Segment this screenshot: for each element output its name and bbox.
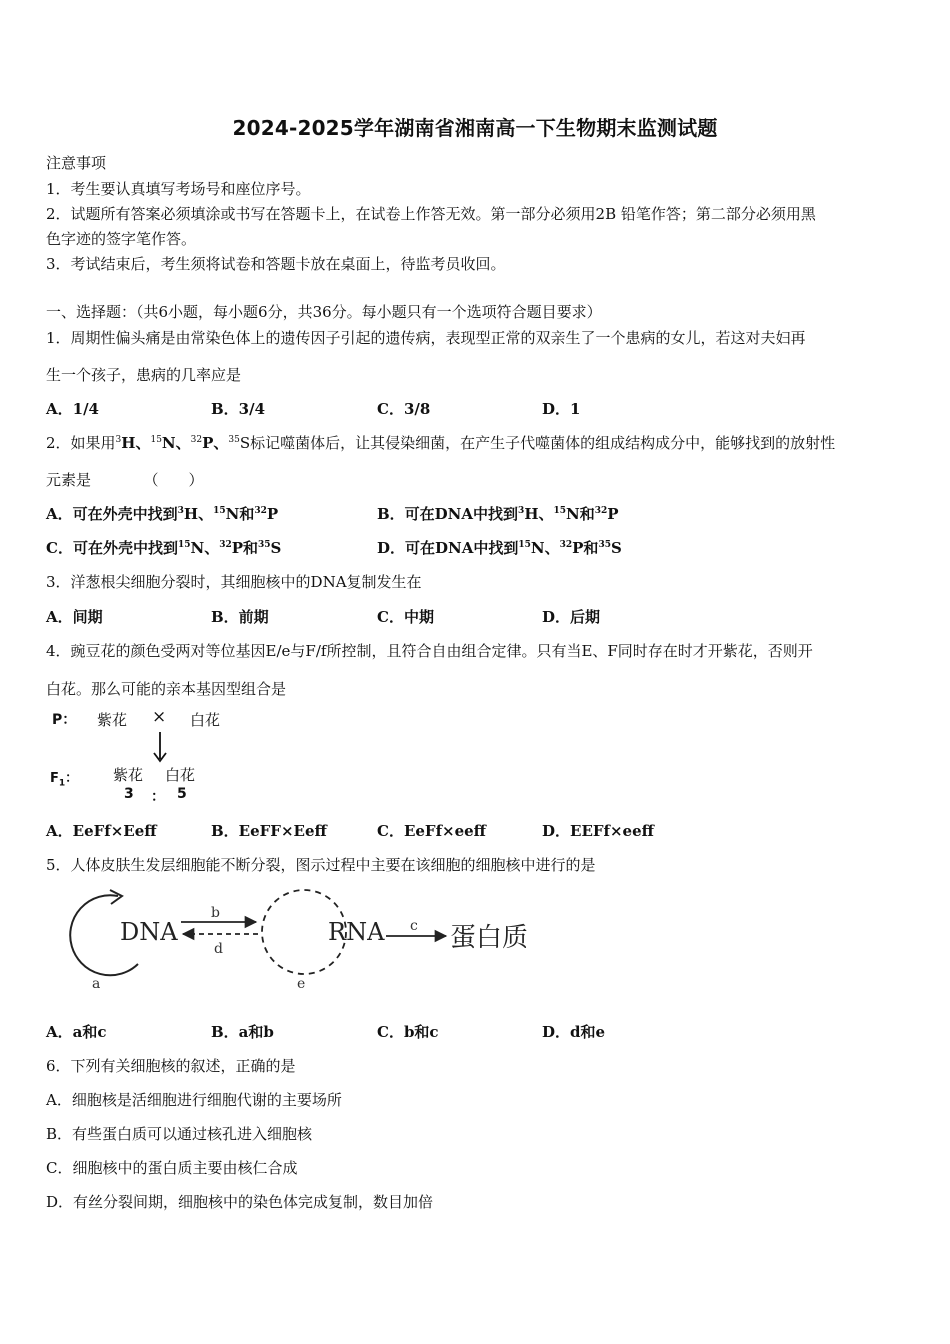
q1-option-a: A．1/4 [46,400,99,418]
q4-option-b: B．EeFF×Eeff [211,822,327,840]
cross-ratio-colon: ： [151,789,165,805]
q3-option-c: C．中期 [377,608,434,626]
q6-option-a: A．细胞核是活细胞进行细胞代谢的主要场所 [46,1091,342,1109]
q1-option-d: D．1 [542,400,581,418]
q3-stem: 3．洋葱根尖细胞分裂时，其细胞核中的DNA复制发生在 [46,573,422,591]
q3-option-b: B．前期 [211,608,269,626]
q6-option-d: D．有丝分裂间期，细胞核中的染色体完成复制，数目加倍 [46,1193,434,1211]
cross-times-symbol: × [152,707,167,727]
protein-label: 蛋白质 [450,923,529,953]
q5-option-a: A．a和c [46,1023,107,1041]
label-b: b [211,905,220,921]
cross-parent-white: 白花 [190,711,221,729]
cross-ratio-purple: 3 [124,786,134,802]
q1-option-b: B．3/4 [211,400,266,418]
q2-stem-line2: 元素是 （ ） [46,471,204,489]
q4-option-d: D．EEFf×eeff [542,822,654,840]
dna-label: DNA [120,918,178,946]
label-e: e [297,976,306,992]
q4-stem-line1: 4．豌豆花的颜色受两对等位基因E/e与F/f所控制，且符合自由组合定律。只有当E、F同时存在时才开紫花，否则开 [46,642,813,660]
label-c: c [410,918,418,934]
cross-parent-purple: 紫花 [97,711,128,729]
q5-stem: 5．人体皮肤生发层细胞能不断分裂，图示过程中主要在该细胞的细胞核中进行的是 [46,856,596,874]
q1-stem-line1: 1．周期性偏头痛是由常染色体上的遗传因子引起的遗传病，表现型正常的双亲生了一个患病的女儿，若这对夫妇再 [46,329,806,347]
q4-stem-line2: 白花。那么可能的亲本基因型组合是 [46,680,287,698]
q4-option-a: A．EeFf×Eeff [46,822,157,840]
cross-f1-label: $F_1$： [50,771,79,789]
q2-option-b: B．可在DNA中找到$^3$H、$^{15}$N和$^{32}$P [377,505,619,523]
q5-option-b: B．a和b [211,1023,274,1041]
q6-option-c: C．细胞核中的蛋白质主要由核仁合成 [46,1159,298,1177]
rna-label: RNA [328,918,385,946]
q4-option-c: C．EeFf×eeff [377,822,486,840]
q3-option-a: A．间期 [46,608,103,626]
notice-item-3: 3．考试结束后，考生须将试卷和答题卡放在桌面上，待监考员收回。 [46,255,506,273]
cross-p-label: P： [52,712,77,728]
q1-option-c: C．3/8 [377,400,431,418]
notice-item-1: 1．考生要认真填写考场号和座位序号。 [46,180,311,198]
replication-arrowhead [110,890,122,904]
label-a: a [92,976,101,992]
cross-child-purple: 紫花 [113,766,144,784]
q2-stem-line1: 2．如果用$^3$H、$^{15}$N、$^{32}$P、$^{35}$S标记噬菌体后，让其侵染细菌，在产生子代噬菌体的组成结构成分中，能够找到的放射性 [46,434,836,452]
central-dogma-diagram [46,880,556,998]
q3-option-d: D．后期 [542,608,601,626]
cross-child-white: 白花 [165,766,196,784]
q2-option-a: A．可在外壳中找到$^3$H、$^{15}$N和$^{32}$P [46,505,279,523]
section-heading: 一、选择题：（共6小题，每小题6分，共36分。每小题只有一个选项符合题目要求） [46,303,602,321]
q6-stem: 6．下列有关细胞核的叙述，正确的是 [46,1057,296,1075]
notice-item-2-cont: 色字迹的签字笔作答。 [46,230,197,248]
label-d: d [214,941,223,957]
q2-option-d: D．可在DNA中找到$^{15}$N、$^{32}$P和$^{35}$S [377,539,622,557]
cross-down-arrow [150,732,170,764]
page-title: 2024-2025学年湖南省湘南高一下生物期末监测试题 [232,116,718,140]
notice-heading: 注意事项 [46,154,107,172]
q2-option-c: C．可在外壳中找到$^{15}$N、$^{32}$P和$^{35}$S [46,539,282,557]
q5-option-d: D．d和e [542,1023,606,1041]
q6-option-b: B．有些蛋白质可以通过核孔进入细胞核 [46,1125,313,1143]
q5-option-c: C．b和c [377,1023,439,1041]
notice-item-2: 2．试题所有答案必须填涂或书写在答题卡上，在试卷上作答无效。第一部分必须用2B 铅笔作答；第二部分必须用黑 [46,205,816,223]
q1-stem-line2: 生一个孩子，患病的几率应是 [46,366,242,384]
cross-ratio-white: 5 [177,786,187,802]
